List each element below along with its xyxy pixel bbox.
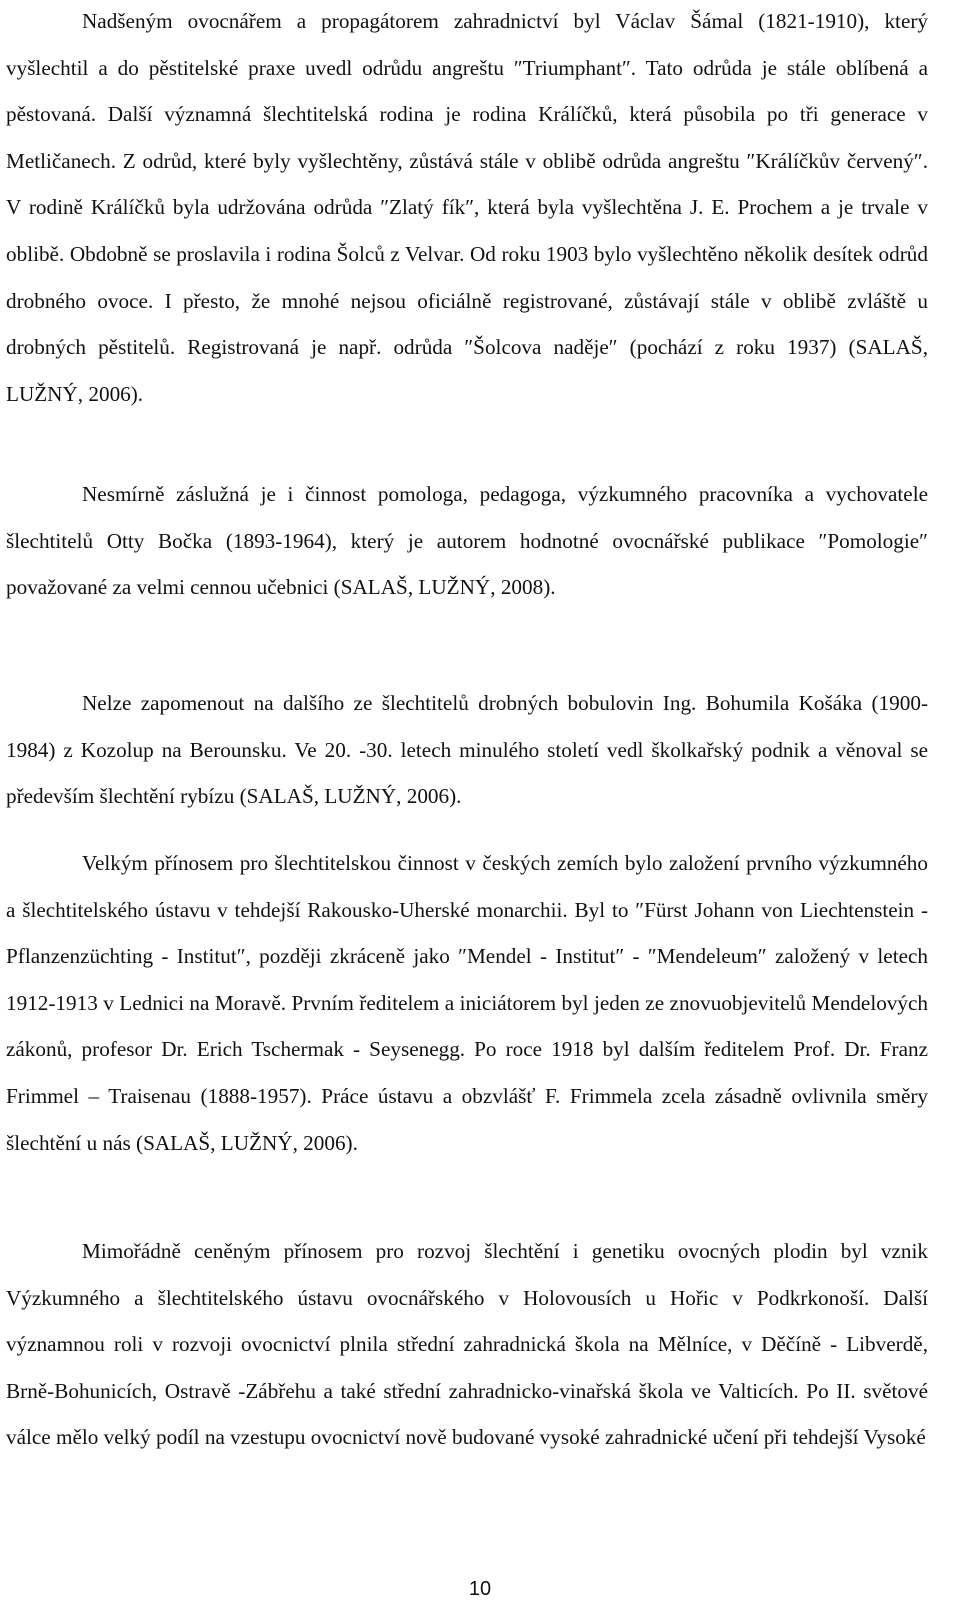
paragraph-holovousy-institute: Mimořádně ceněným přínosem pro rozvoj šlechtění i genetiku ovocných plodin byl vznik Výzkumného a šlechtitelského ústavu ovocnářského v Holovousích u Hořic v Podkrkonoší. Další významnou roli v rozvoji ovocnictví plnila střední zahradnická škola na Mělníce, v Děčíně - Libverdě, Brně-Bohunicích, Ostravě -Zábřehu a také střední zahradnicko-vinařská škola ve Valticích. Po II. světové válce mělo velký podíl na vzestupu ovocnictví nově budované vysoké zahradnické učení při tehdejší Vysoké: [6, 1239, 928, 1450]
paragraph-otto-bocek: Nesmírně záslužná je i činnost pomologa, pedagoga, výzkumného pracovníka a vychovatele šlechtitelů Otty Bočka (1893-1964), který je autorem hodnotné ovocnářské publikace ″Pomologie″ považované za velmi cennou učebnici (SALAŠ, LUŽNÝ, 2008).: [6, 482, 928, 600]
paragraph-samal-kralicek-solc: Nadšeným ovocnářem a propagátorem zahradnictví byl Václav Šámal (1821-1910), který vyšlechtil a do pěstitelské praxe uvedl odrůdu angreštu ″Triumphant″. Tato odrůda je stále oblíbená a pěstovaná. Další významná šlechtitelská rodina je rodina Králíčků, která působila po tři generace v Metličanech. Z odrůd, které byly vyšlechtěny, zůstává stále v oblibě odrůda angreštu ″Králíčkův červený″. V rodině Králíčků byla udržována odrůda ″Zlatý fík″, která byla vyšlechtěna J. E. Prochem a je trvale v oblibě. Obdobně se proslavila i rodina Šolců z Velvar. Od roku 1903 bylo vyšlechtěno několik desítek odrůd drobného ovoce. I přesto, že mnohé nejsou oficiálně registrované, zůstávají stále v oblibě zvláště u drobných pěstitelů. Registrovaná je např. odrůda ″Šolcova naděje″ (pochází z roku 1937) (SALAŠ, LUŽNÝ, 2006).: [6, 9, 928, 406]
paragraph-bohumil-kosak: Nelze zapomenout na dalšího ze šlechtitelů drobných bobulovin Ing. Bohumila Košáka (1900-1984) z Kozolup na Berounsku. Ve 20. -30. letech minulého století vedl školkařský podnik a věnoval se především šlechtění rybízu (SALAŠ, LUŽNÝ, 2006).: [6, 691, 928, 809]
paragraph-mendeleum: Velkým přínosem pro šlechtitelskou činnost v českých zemích bylo založení prvního výzkumného a šlechtitelského ústavu v tehdejší Rakousko-Uherské monarchii. Byl to ″Fürst Johann von Liechtenstein - Pflanzenzüchting - Institut″, později zkráceně jako ″Mendel - Institut″ - ″Mendeleum″ založený v letech 1912-1913 v Lednici na Moravě. Prvním ředitelem a iniciátorem byl jeden ze znovuobjevitelů Mendelových zákonů, profesor Dr. Erich Tschermak - Seysenegg. Po roce 1918 byl dalším ředitelem Prof. Dr. Franz Frimmel – Traisenau (1888-1957). Práce ústavu a obzvlášť F. Frimmela zcela zásadně ovlivnila směry šlechtění u nás (SALAŠ, LUŽNÝ, 2006).: [6, 851, 928, 1155]
page-number: 10: [468, 1578, 492, 1600]
